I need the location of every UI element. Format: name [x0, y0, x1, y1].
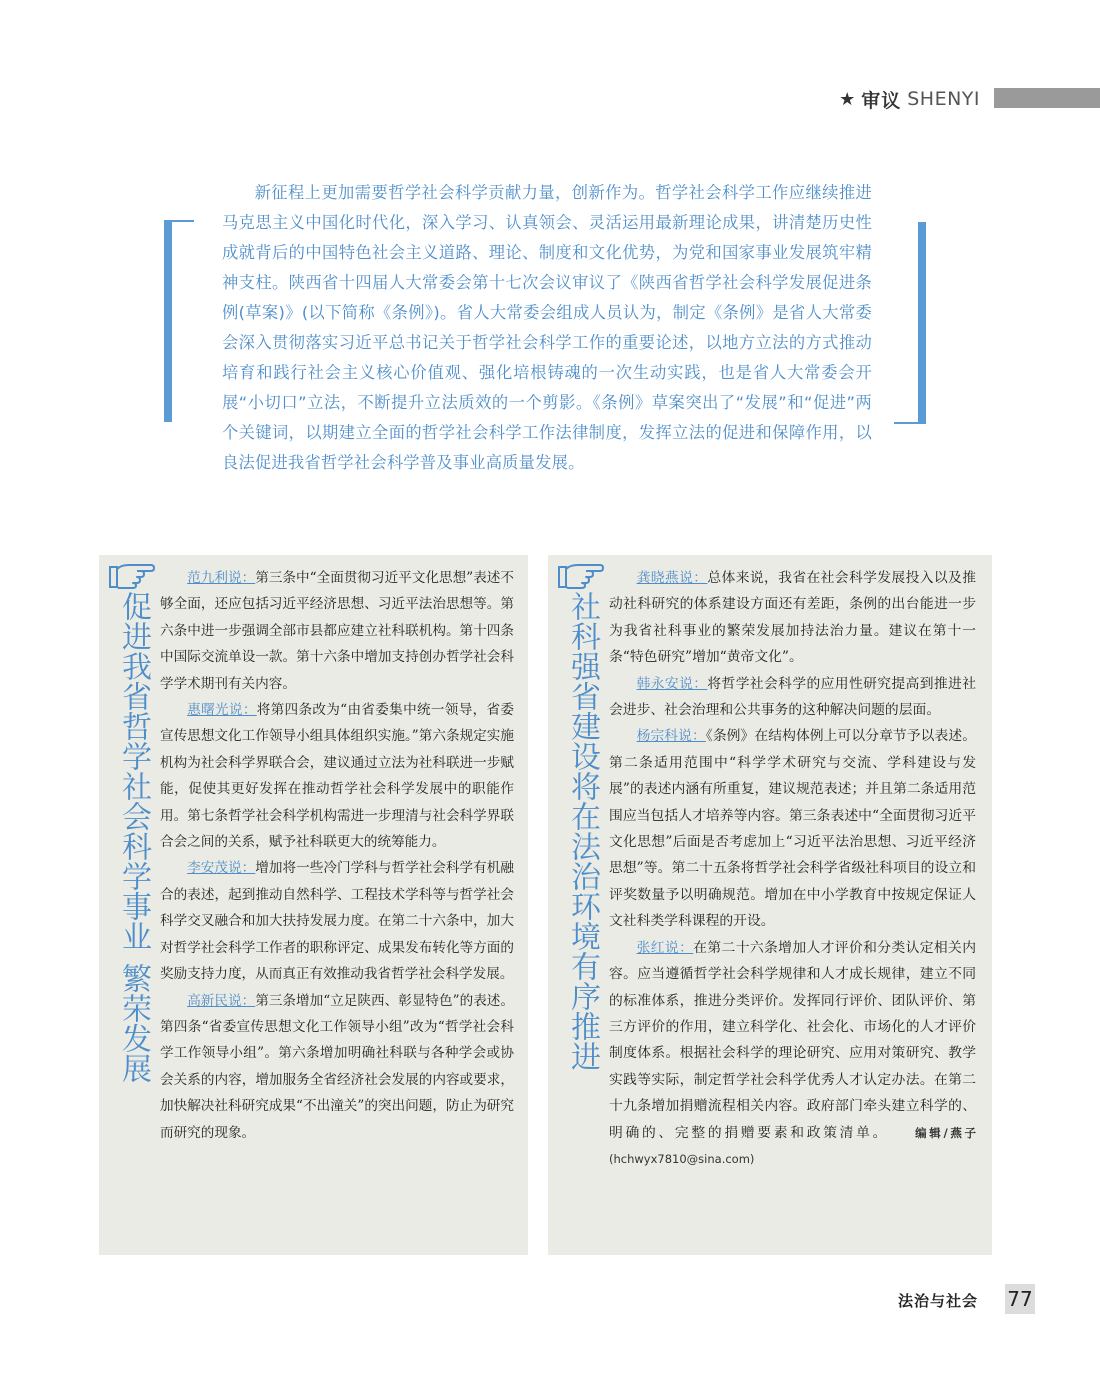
editor-credit: 编辑/燕子(hchwyx7810@sina.com) — [609, 1125, 977, 1166]
speech-item: 李安茂说：增加将一些冷门学科与哲学社会科学有机融合的表述，起到推动自然科学、工程技术学科等与哲学社会科学交叉融合和加大扶持发展力度。在第二十六条中，加大对哲学社会科学工作者的职称评定、成果发布转化等方面的奖励支持力度，从而真正有效推动我省哲学社会科学发展。 — [160, 860, 515, 983]
section-header — [839, 86, 980, 112]
speaker-name: 范九利说： — [187, 570, 256, 586]
left-bracket-decoration — [164, 220, 172, 422]
left-bracket-tick — [172, 220, 194, 222]
intro-paragraph: 新征程上更加需要哲学社会科学贡献力量，创新作为。哲学社会科学工作应继续推进马克思主义中国化时代化，深入学习、认真领会、灵活运用最新理论成果，讲清楚历史性成就背后的中国特色社会主义道路、理论、制度和文化优势，为党和国家事业发展筑牢精神支柱。陕西省十四届人大常委会第十七次会议审议了《陕西省哲学社会科学发展促进条例(草案)》(以下简称《条例》)。省人大常委会组成人员认为，制定《条例》是省人大常委会深入贯彻落实习近平总书记关于哲学社会科学工作的重要论述，以地方立法的方式推动培育和践行社会主义核心价值观、强化培根铸魂的一次生动实践，也是省人大常委会开展“小切口”立法，不断提升立法质效的一个剪影。《条例》草案突出了“发展”和“促进”两个关键词，以期建立全面的哲学社会科学工作法律制度，发挥立法的促进和保障作用，以良法促进我省哲学社会科学普及事业高质量发展。 — [222, 183, 872, 472]
right-speeches — [609, 565, 976, 1172]
pointing-hand-icon — [107, 561, 157, 591]
speech-item: 范九利说：第三条中“全面贯彻习近平文化思想”表述不够全面，还应包括习近平经济思想、习近平法治思想等。第六条中进一步强调全部市县都应建立社科联机构。第十四条中国际交流单设一款。第十六条中增加支持创办哲学社会科学学术期刊有关内容。 — [160, 570, 515, 692]
star-icon: ★ — [839, 88, 856, 110]
speech-item: 张红说：在第二十六条增加人才评价和分类认定相关内容。应当遵循哲学社会科学规律和人才成长规律，建立不同的标准体系，推进分类评价。发挥同行评价、团队评价、第三方评价的作用，建立科学化、社会化、市场化的人才评价制度体系。根据社会科学的理论研究、应用对策研究、教学实践等实际，制定哲学社会科学优秀人才认定办法。在第二十九条增加捐赠流程相关内容。政府部门牵头建立科学的、明确的、完整的捐赠要素和政策清单。 编辑/燕子(hchwyx7810@sina.com) — [609, 939, 977, 1166]
speech-item: 韩永安说：将哲学社会科学的应用性研究提高到推进社会进步、社会治理和公共事务的这种解决问题的层面。 — [609, 675, 977, 719]
left-panel — [99, 555, 528, 1255]
right-panel — [548, 555, 992, 1255]
speaker-name: 张红说： — [636, 939, 694, 956]
magazine-name: 法治与社会 — [898, 1292, 979, 1310]
left-panel-title: 促进我省哲学社会科学事业繁荣发展 — [116, 591, 151, 1083]
pointing-hand-icon — [556, 561, 606, 591]
speech-item: 杨宗科说：《条例》在结构体例上可以分章节予以表述。第二条适用范围中“科学学术研究与交流、学科建设与发展”的表述内涵有所重复，建议规范表述；并且第二条适用范围应当包括人才培养等内容。第三条表述中“全面贯彻习近平文化思想”后面是否考虑加上“习近平法治思想、习近平经济思想”等。第二十五条将哲学社会科学省级社科项目的设立和评奖数量予以明确规范。增加在中小学教育中按规定保证人文社科类学科课程的开设。 — [609, 728, 976, 930]
section-title-cn: 审议 — [861, 89, 902, 112]
speech-item: 龚晓燕说：总体来说，我省在社会科学发展投入以及推动社科研究的体系建设方面还有差距，条例的出台能进一步为我省社科事业的繁荣发展加持法治力量。建议在第十一条“特色研究”增加“黄帝文化”。 — [609, 570, 977, 666]
left-speeches — [160, 565, 514, 1146]
speaker-name: 韩永安说： — [636, 675, 708, 692]
header-bar-decoration — [994, 88, 1100, 108]
right-bracket-decoration — [918, 222, 926, 424]
speaker-name: 高新民说： — [187, 992, 256, 1009]
speaker-name: 惠曙光说： — [187, 702, 257, 719]
speaker-name: 龚晓燕说： — [636, 570, 708, 586]
speaker-name: 杨宗科说： — [636, 728, 706, 745]
speaker-name: 李安茂说： — [187, 860, 256, 877]
section-title-en: SHENYI — [907, 88, 980, 110]
speech-item: 惠曙光说：将第四条改为“由省委集中统一领导，省委宣传思想文化工作领导小组具体组织实施。”第六条规定实施机构为社会科学界联合会，建议通过立法为社科联进一步赋能，促使其更好发挥在推动哲学社会科学发展中的职能作用。第七条哲学社会科学机构需进一步理清与社会科学界联合会之间的关系，赋予社科联更大的统筹能力。 — [160, 702, 515, 851]
right-bracket-tick — [894, 422, 918, 424]
page-number: 77 — [1005, 1284, 1035, 1314]
right-panel-title: 社科强省建设将在法治环境有序推进 — [565, 591, 600, 1071]
speech-item: 高新民说：第三条增加“立足陕西、彰显特色”的表述。第四条“省委宣传思想文化工作领导小组”改为“哲学社会科学工作领导小组”。第六条增加明确社科联与各种学会或协会关系的内容，增加服务全省经济社会发展的内容或要求，加快解决社科研究成果“不出潼关”的突出问题，防止为研究而研究的现象。 — [160, 992, 515, 1141]
